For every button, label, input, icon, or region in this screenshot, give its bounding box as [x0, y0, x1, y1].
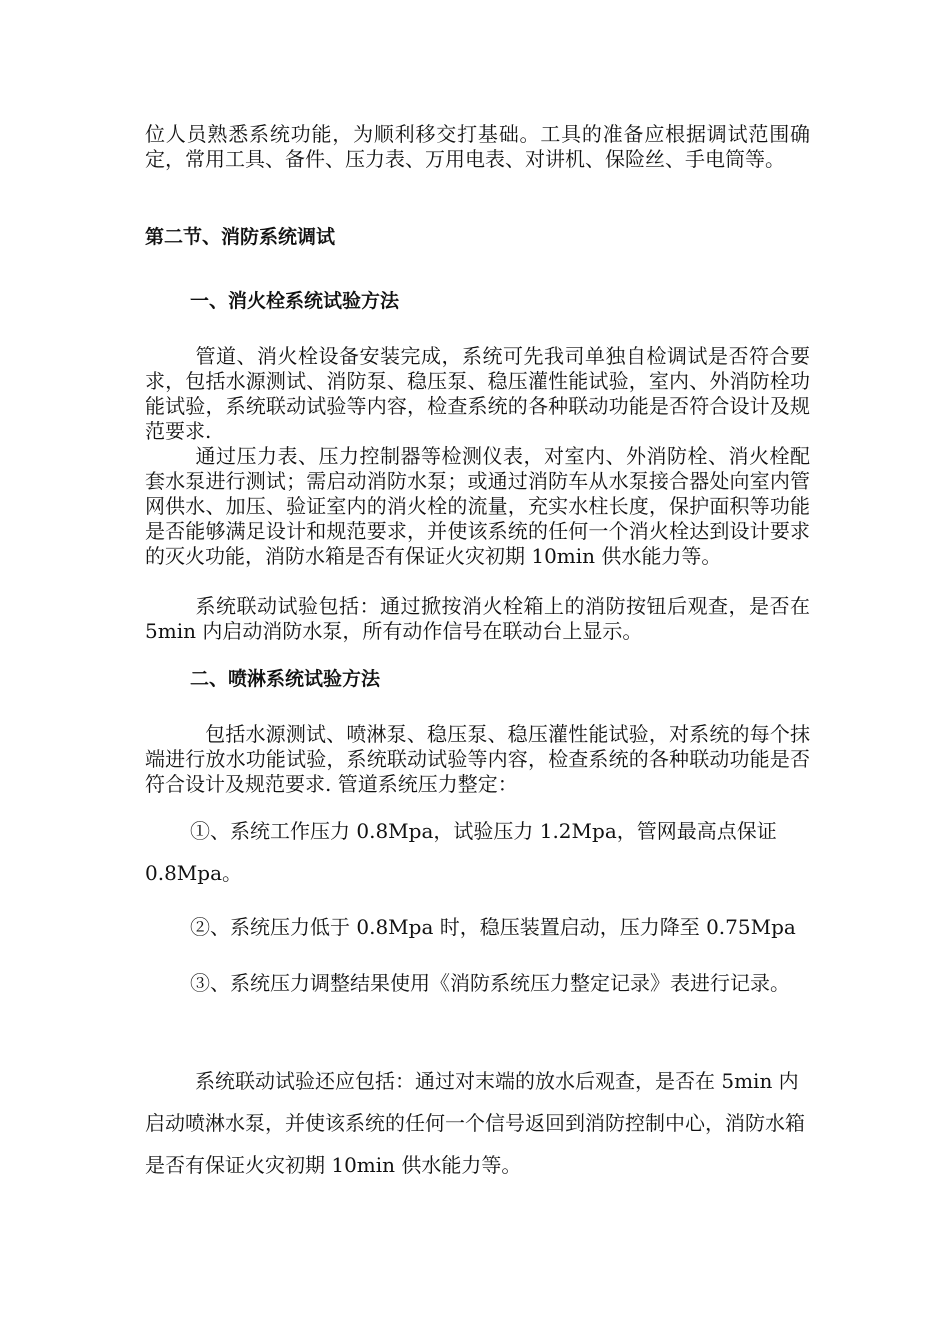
subsection-2-title: 二、喷淋系统试验方法 [190, 668, 381, 690]
sub1-paragraph-2 [145, 444, 810, 569]
item-1-text: ①、系统工作压力 0.8Mpa，试验压力 1.2Mpa，管网最高点保证 0.8Mpa。 [145, 819, 777, 885]
final-paragraph [145, 1060, 810, 1186]
item-1 [145, 810, 810, 894]
subsection-1-title: 一、消火栓系统试验方法 [190, 290, 400, 312]
top-paragraph: 位人员熟悉系统功能，为顺利移交打基础。工具的准备应根据调试范围确定，常用工具、备件、压力表、万用电表、对讲机、保险丝、手电筒等。 [145, 122, 810, 171]
sub2-intro [145, 722, 810, 797]
sub1-paragraph-3-text: 系统联动试验包括：通过掀按消火栓箱上的消防按钮后观查，是否在 5min 内启动消防水泵，所有动作信号在联动台上显示。 [145, 594, 810, 643]
item-3 [145, 962, 810, 1004]
final-paragraph-text: 系统联动试验还应包括：通过对末端的放水后观查，是否在 5min 内启动喷淋水泵，并使该系统的任何一个信号返回到消防控制中心，消防水箱是否有保证火灾初期 10min 供水能力等。 [145, 1069, 805, 1177]
sub2-intro-text: 包括水源测试、喷淋泵、稳压泵、稳压灌性能试验，对系统的每个抹端进行放水功能试验，系统联动试验等内容，检查系统的各种联动功能是否符合设计及规范要求. 管道系统压力整定： [145, 722, 810, 796]
section-title: 第二节、消防系统调试 [145, 226, 336, 248]
sub1-paragraph-2-text: 通过压力表、压力控制器等检测仪表，对室内、外消防栓、消火栓配套水泵进行测试；需启动消防水泵；或通过消防车从水泵接合器处向室内管网供水、加压、验证室内的消火栓的流量，充实水柱长度，保护面积等功能是否能够满足设计和规范要求，并使该系统的任何一个消火栓达到设计要求的灭火功能，消防水箱是否有保证火灾初期 10min 供水能力等。 [145, 444, 810, 568]
sub1-paragraph-3 [145, 594, 810, 644]
item-2-text: ②、系统压力低于 0.8Mpa 时，稳压装置启动，压力降至 0.75Mpa [190, 915, 796, 939]
item-3-text: ③、系统压力调整结果使用《消防系统压力整定记录》表进行记录。 [190, 971, 790, 995]
sub1-paragraph-1 [145, 344, 810, 444]
item-2 [145, 906, 810, 948]
sub1-paragraph-1-text: 管道、消火栓设备安装完成，系统可先我司单独自检调试是否符合要求，包括水源测试、消防泵、稳压泵、稳压灌性能试验，室内、外消防栓功能试验，系统联动试验等内容，检查系统的各种联动功能是否符合设计及规范要求. [145, 344, 810, 443]
